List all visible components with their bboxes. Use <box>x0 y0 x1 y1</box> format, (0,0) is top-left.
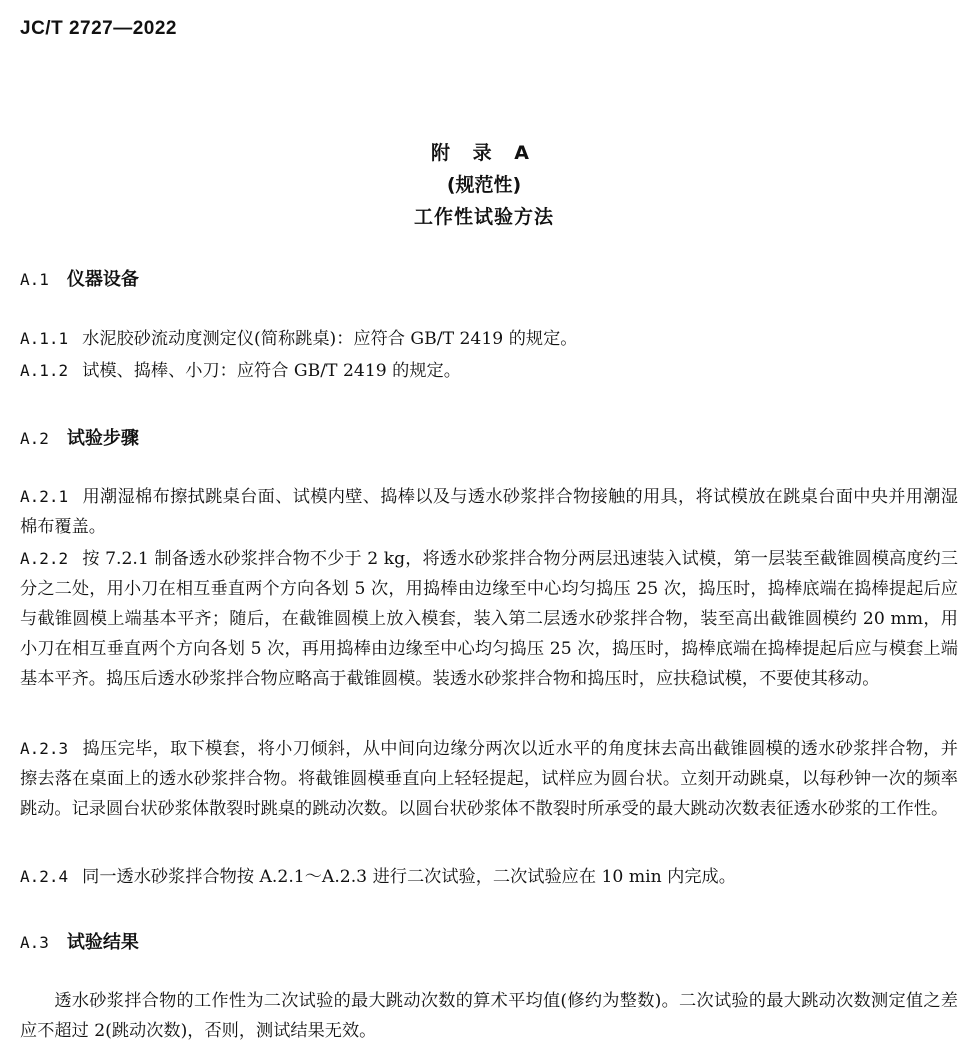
section-a3-heading <box>20 928 139 954</box>
section-number: A.3 <box>20 933 49 952</box>
clause-number: A.2.1 <box>20 487 69 506</box>
section-a2-heading <box>20 424 139 450</box>
section-title: 试验结果 <box>66 932 139 953</box>
clause-a22 <box>20 544 958 694</box>
clause-number: A.1.2 <box>20 361 69 380</box>
section-title: 仪器设备 <box>66 269 139 290</box>
clause-text: 同一透水砂浆拌合物按 A.2.1～A.2.3 进行二次试验，二次试验应在 10 min 内完成。 <box>82 867 736 887</box>
annex-name: 工作性试验方法 <box>413 206 554 228</box>
clause-text: 捣压完毕，取下模套，将小刀倾斜，从中间向边缘分两次以近水平的角度抹去高出截锥圆模的透水砂浆拌合物，并擦去落在桌面上的透水砂浆拌合物。将截锥圆模垂直向上轻轻提起，试样应为圆台状。立刻开动跳桌，以每秒钟一次的频率跳动。记录圆台状砂浆体散裂时跳桌的跳动次数。以圆台状砂浆体不散裂时所承受的最大跳动次数表征透水砂浆的工作性。 <box>20 739 958 819</box>
clause-a11 <box>20 324 958 354</box>
clause-text: 水泥胶砂流动度测定仪(简称跳桌)：应符合 GB/T 2419 的规定。 <box>82 329 578 349</box>
section-title: 试验步骤 <box>66 428 139 449</box>
section-a1-heading <box>20 265 139 291</box>
result-paragraph: 透水砂浆拌合物的工作性为二次试验的最大跳动次数的算术平均值(修约为整数)。二次试验的最大跳动次数测定值之差应不超过 2(跳动次数)，否则，测试结果无效。 <box>20 991 958 1041</box>
clause-text: 试模、捣棒、小刀：应符合 GB/T 2419 的规定。 <box>82 361 461 381</box>
section-number: A.2 <box>20 429 49 448</box>
annex-nature: (规范性) <box>446 174 522 196</box>
clause-text: 按 7.2.1 制备透水砂浆拌合物不少于 2 kg，将透水砂浆拌合物分两层迅速装入试模，第一层装至截锥圆模高度约三分之二处，用小刀在相互垂直两个方向各划 5 次，用捣棒由边缘至中心均匀捣压 25 次，捣压时，捣棒底端在捣棒提起后应与截锥圆模上端基本平齐；随后，在截锥圆模上放入模套，装入第二层透水砂浆拌合物，装至高出截锥圆模约 20 mm，用小刀在相互垂直两个方向各划 5 次，再用捣棒由边缘至中心均匀捣压 25 次，捣压时，捣棒底端在捣棒提起后应与模套上端基本平齐。捣压后透水砂浆拌合物应略高于截锥圆模。装透水砂浆拌合物和捣压时，应扶稳试模，不要使其移动。 <box>20 549 958 689</box>
clause-number: A.2.3 <box>20 739 69 758</box>
clause-text: 用潮湿棉布擦拭跳桌台面、试模内壁、捣棒以及与透水砂浆拌合物接触的用具，将试模放在跳桌台面中央并用潮湿棉布覆盖。 <box>20 487 958 537</box>
clause-a21 <box>20 482 958 542</box>
clause-number: A.2.2 <box>20 549 69 568</box>
clause-a23 <box>20 734 958 824</box>
clause-a24 <box>20 862 958 892</box>
section-number: A.1 <box>20 270 49 289</box>
clause-a12 <box>20 356 958 386</box>
standard-code: JC/T 2727—2022 <box>20 18 177 39</box>
clause-number: A.1.1 <box>20 329 69 348</box>
annex-title: 附 录 A <box>431 142 537 164</box>
clause-number: A.2.4 <box>20 867 69 886</box>
